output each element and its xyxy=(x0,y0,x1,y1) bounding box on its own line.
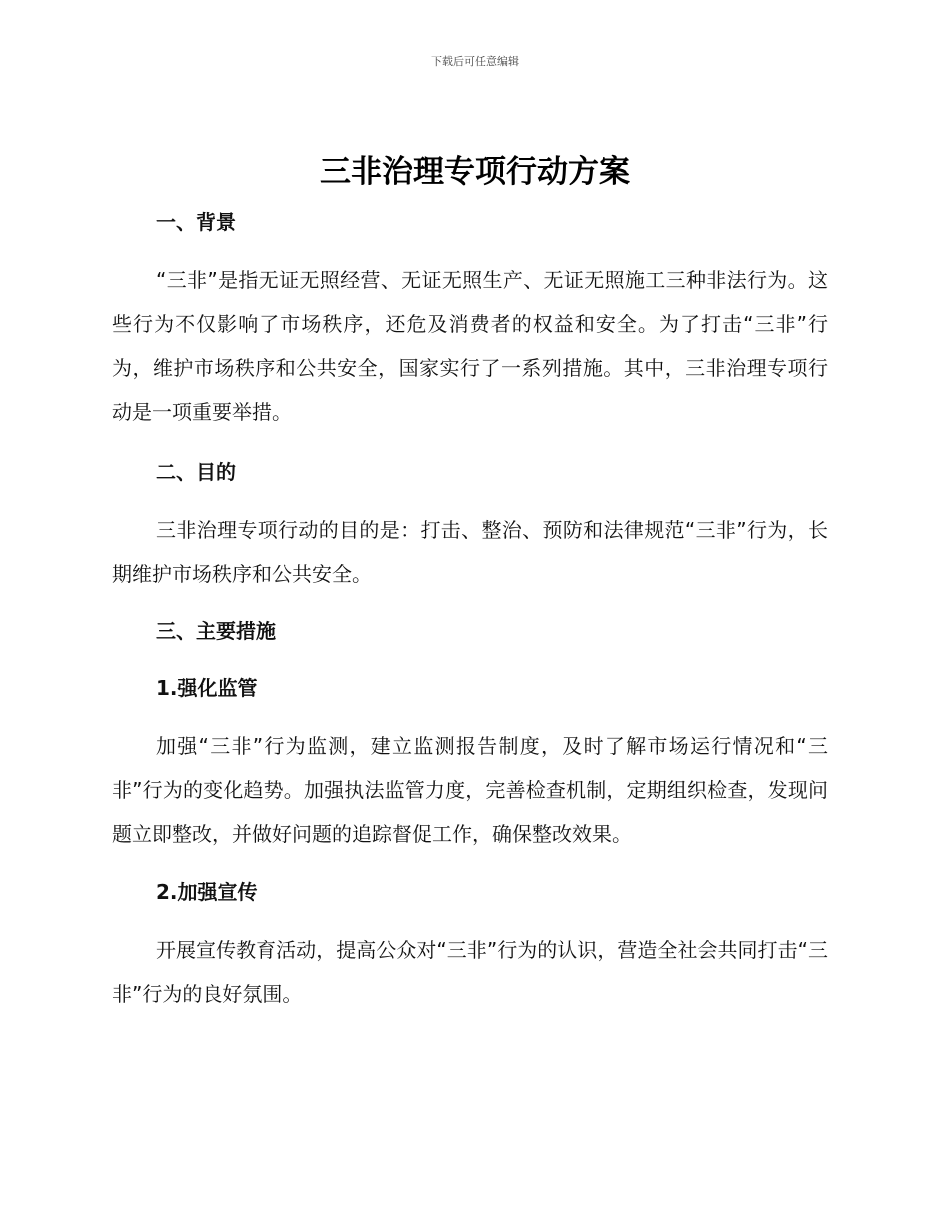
header-note: 下载后可任意编辑 xyxy=(431,55,519,68)
section-paragraph-purpose: 三非治理专项行动的目的是：打击、整治、预防和法律规范“三非”行为，长期维护市场秩序和公共安全。 xyxy=(112,518,828,586)
subsection-paragraph-supervision: 加强“三非”行为监测，建立监测报告制度，及时了解市场运行情况和“三非”行为的变化趋势。加强执法监管力度，完善检查机制，定期组织检查，发现问题立即整改，并做好问题的追踪督促工作，确保整改效果。 xyxy=(112,734,828,846)
section-heading-purpose: 二、目的 xyxy=(156,460,236,484)
subsection-heading-supervision: 1.强化监管 xyxy=(156,676,258,700)
section-heading-measures: 三、主要措施 xyxy=(156,619,276,643)
subsection-paragraph-publicity: 开展宣传教育活动，提高公众对“三非”行为的认识，营造全社会共同打击“三非”行为的良好氛围。 xyxy=(112,938,828,1006)
document-title: 三非治理专项行动方案 xyxy=(320,154,630,190)
section-paragraph-background: “三非”是指无证无照经营、无证无照生产、无证无照施工三种非法行为。这些行为不仅影响了市场秩序，还危及消费者的权益和安全。为了打击“三非”行为，维护市场秩序和公共安全，国家实行了一系列措施。其中，三非治理专项行动是一项重要举措。 xyxy=(112,268,828,424)
subsection-heading-publicity: 2.加强宣传 xyxy=(156,880,258,904)
section-heading-background: 一、背景 xyxy=(156,210,236,234)
